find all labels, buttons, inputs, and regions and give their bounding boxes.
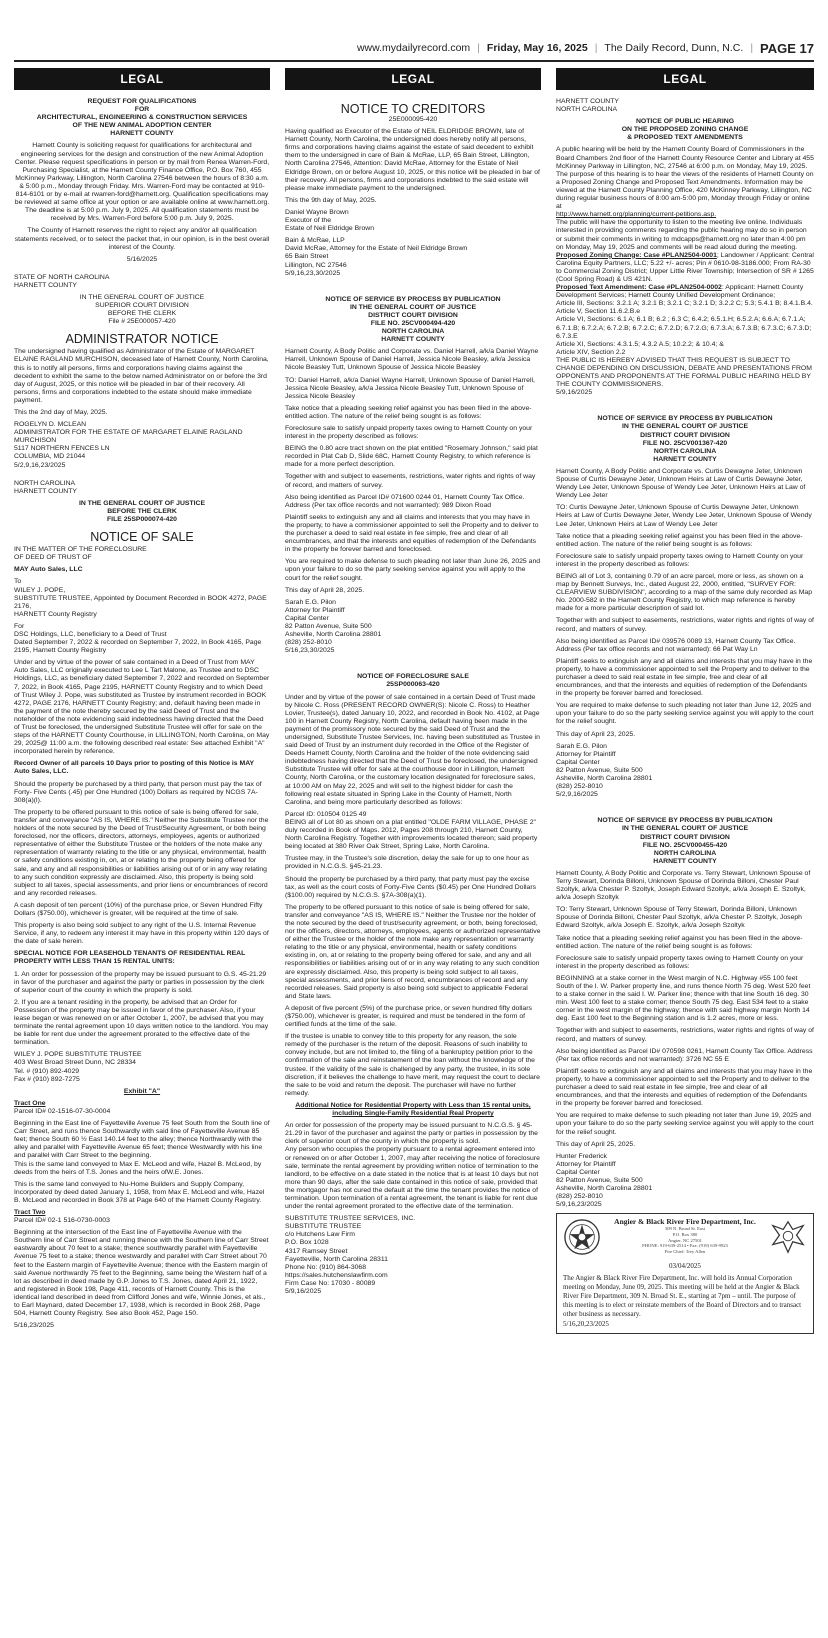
sale-run-dates: 5/16,23/2025 [14,1322,54,1330]
service-paragraph: BEGINNING at a stake corner in the West margin of N.C. Highway #55 100 feet South of the I. W. Parker property line, and runs thence North 75 deg. West 520 feet to a stake corner in the said I. W. Parker line; thence with that line South 16 deg. 30 min. West 100 feet to a stake corner; thence South 75 deg. East 534 feet to a stake corner in the west margin of the highway; thence with said highway margin North 14 deg. East 100 feet to the Beginning station and is 1.2 acres, more or less. [556,974,811,1023]
foreclosure-signature: SUBSTITUTE TRUSTEE SERVICES, INC. SUBSTITUTE TRUSTEE c/o Hutchens Law Firm P.O. Box 1028 4317 Ramsey Street Fayetteville, North Carolina 28311 Phone No: (910) 864-3068 https://sales.hutchenslawfirm.com Firm Case No: 17030 - 80089 5/9,16/2025 [285,1215,416,1295]
masthead-divider: | [477,42,480,54]
site-url[interactable]: www.mydailyrecord.com [356,42,471,54]
service-dated: This day of April 28, 2025. [285,586,365,594]
article-sections: Article III, Sections: 3.2.1 A; 3.2.1 B; 3.2.1 C; 3.2.1 D; 3.2.2 C; 5.3; 5.4.1 B; 8.4.1.B.4. [556,300,813,308]
sale-to: To WILEY J. POPE, SUBSTITUTE TRUSTEE, Appointed by Document Recorded in BOOK 4272, PAGE 2176, HARNETT County Registry [14,578,267,618]
foreclosure-paragraph: Should the property be purchased by a third party, that party must pay the excise tax, as well as the court costs of Forty-Five Cents ($0.45) per One Hundred Dollars ($100.00) required by N.C.G.S. §7A-308(a)(1). [285,875,537,899]
tract-one-title: Tract One [14,1099,46,1107]
sale-paragraph: 2. If you are a tenant residing in the property, be advised that an Order for Possession of the property may be issued in favor of the purchaser. Also, if your lease began or was renewed on or after October 1, 2007, be advised that you may terminate the rental agreement upon 10 days written notice to the landlord. You may be liable for rent due under the agreement prorated to the effective date of the termination. [14,998,269,1047]
sale-trustee: WILEY J. POPE SUBSTITUTE TRUSTEE 403 West Broad Street Dunn, NC 28334 Tel. # (910) 892-4029 Fax # (910) 892-7275 [14,1051,142,1083]
creditors-file: 25E000095-420 [388,116,438,123]
service-paragraph: You are required to make defense to such pleading not later than June 12, 2025 and upon your failure to do so the party seeking service against you will apply to the court for the relief sought. [556,702,814,726]
hearing-url-link[interactable]: http://www.harnett.org/planning/current-petitions.asp. [556,211,717,219]
tract-one-parcel: Parcel ID# 02-1516-07-30-0004 [14,1107,111,1115]
service-paragraph: You are required to make defense to such pleading not later than June 19, 2025 and upon your failure to do so the party seeking service against you will apply to the court for the relief sought. [556,1112,814,1136]
sale-paragraph: Should the property be purchased by a third party, that person must pay the tax of Forty- Five Cents (.45) per One Hundred (100) Dollars as required by NCGS 7A-308(a)(l). [14,780,262,804]
zoning-case-label: Proposed Zoning Change: Case #PLAN2504-0001 [556,251,717,259]
service-signature: Hunter Frederick Attorney for Plaintiff Capital Center 82 Patton Avenue, Suite 500 Asheville, North Carolina 28801 (828) 252-8010 5/9,16,23/2025 [556,1152,653,1209]
service-title: NOTICE OF SERVICE BY PROCESS BY PUBLICATION IN THE GENERAL COURT OF JUSTICE DISTRICT COURT DIVISION FILE NO. 25CV000455-420 NORTH CAROLINA HARNETT COUNTY [597,817,773,865]
service-dated: This day of April 23, 2025. [556,730,636,738]
service-paragraph: Also being identified as Parcel ID# 039576 0089 13, Harnett County Tax Office. Address (Per tax office records and not warranted): 66 Pat Way Ln [556,637,796,653]
hearing-body-2: The public will have the opportunity to listen to the meeting live online. Individuals interested in providing comments regarding the public hearing may do so in person or submit their comments in writing to mdcapps@harnett.org no later than 4:00 pm on Monday, May 19, 2025 and comments will be read aloud during the meeting. [556,219,807,251]
foreclosure-paragraph: An order for possession of the property may be issued pursuant to N.C.G.S. § 45-21.29 in favor of the purchaser and against the party or parties in possession by the clerk of superior court of the county in which the property is sold. Any person who occupies the property pursuant to a rental agreement entered into or renewed on or after October 1, 2007, may after receiving the notice of foreclosure sale, terminate the rental agreement by providing written notice of termination to the landlord, to be effective on a date stated in the notice that is at least 10 days but not more than 90 days, after the sale date contained in this notice of sale, provided that the mortgagor has not cured the default at the time the tenant provides the notice of termination. Upon termination of a rental agreement, the tenant is liable for rent due under the rental agreement prorated to the effective date of the termination. [285,1122,540,1211]
masthead-divider: | [750,42,754,54]
service-paragraph: You are required to make defense to such pleading not later than June 26, 2025 and upon your failure to do so the party seeking service against you will apply to the court for the relief sought. [285,558,541,582]
sale-for: For DSC Holdings, LLC, beneficiary to a Deed of Trust Dated September 7, 2022 & recorded on September 7, 2022, In Book 4165, Page 2195, Harnett County Registry [14,622,262,655]
foreclosure-title: NOTICE OF FORECLOSURE SALE 25SP000063-420 [357,673,469,689]
maltese-cross-icon [769,1218,807,1256]
admin-state: STATE OF NORTH CAROLINA HARNETT COUNTY [14,273,110,289]
fire-ad-run-dates: 5/16,20,23/2025 [563,1320,609,1329]
sale-state: NORTH CAROLINA HARNETT COUNTY [14,479,77,495]
service-paragraph: Take notice that a pleading seeking relief against you has been filed in the above-entitled action. The nature of the relief being sought is as follows: [285,404,532,420]
rfq-reserve: The County of Harnett reserves the right to reject any and/or all qualification statements received, or to select the packet that, in our opinion, is in the best overall interest of the County. [14,227,270,251]
admin-body: The undersigned having qualified as Administrator of the Estate of MARGARET ELAINE RAGLAND MURCHISON, deceased late of Harnett County, North Carolina, this is to notify all persons, firms and corporations having claims against the decedent to exhibit the same to the below named Administrator on or before the 3rd day of August, 2025, or this notice will be pleaded in bar of their recovery. All persons, firms and corporations indebted to the estate should make immediate payment. [14,348,269,404]
text-amendment-label: Proposed Text Amendment: Case #PLAN2504-0002 [556,284,722,292]
service-paragraph: Plaintiff seeks to extinguish any and all claims and interests that you may have in the property, to have a commissioner appointed to sell the Property and to deliver to the purchaser a deed to said real estate in fee simple, free and clear of all encumbrances, and that the interests and equities of redemption of the Defendants in the property be forever barred and foreclosed. [556,657,813,698]
creditors-title: NOTICE TO CREDITORS [340,102,486,116]
creditors-firm: Bain & McRae, LLP David McRae, Attorney for the Estate of Neil Eldridge Brown 65 Bain Street Lillington, NC 27546 5/9,16,23,30/2025 [285,237,468,277]
sale-court: IN THE GENERAL COURT OF JUSTICE BEFORE THE CLERK FILE 25SP000074-420 [78,499,206,524]
sale-paragraph: Under and by virtue of the power of sale contained in a Deed of Trust from MAY Auto Sales, LLC originally executed to Lee L Tart Malone, as Trustee and to DSC Holdings, LLC, as beneficiary dated September 7, 2022 and recorded on September 7, 2022, in Book 4165, Page 2195, HARNETT County Registry and to which Deed of Trust Wiley J. Pope, was substituted as Trustee by instrument recorded in BOOK 4272, PAGE 2176, HARNETT County Registry; and, default having been made in the payment of the note thereby secured by the said Deed of Trust and the noteholder of the note evidencing said indebtedness having directed that the Deed of Trust be foreclosed, the undersigned Substitute Trustee will offer for sale on the steps of the HARNETT County Courthouse, in LILLINGTON, North Carolina, on May 29, 2025@ 11:00 a.m. the following described real estate: See attached Exhibit "A" incorporated herein by reference. [14,659,270,756]
fire-department-address: 309 N. Broad St. East P.O. Box 380 Angier, NC 27501 PHONE: 919-639-2514 • Fax: (919) 639-9923 Fire Chief: Trey Allen [642,1226,728,1254]
sale-party: MAY Auto Sales, LLC [14,566,83,574]
masthead [357,40,814,56]
admin-dated: This the 2nd day of May, 2025. [14,409,108,416]
service-dated: This day of April 25, 2025. [556,1140,636,1148]
service-paragraph: Take notice that a pleading seeking relief against you has been filed in the above-entitled action. The nature of the relief being sought is as follows: [556,532,803,548]
service-signature: Sarah E.G. Pilon Attorney for Plaintiff Capital Center 82 Patton Avenue, Suite 500 Asheville, North Carolina 28801 (828) 252-8010 5/2,9,16/2025 [556,742,653,799]
sale-special-heading: SPECIAL NOTICE FOR LEASEHOLD TENANTS OF RESIDENTIAL REAL PROPERTY WITH LESS THAN 15 RENTAL UNITS: [14,950,246,966]
article-sections: Article V, Section 11.6.2.B.e [556,308,641,316]
fire-department-ad [556,1213,814,1333]
sale-matter: IN THE MATTER OF THE FORECLOSURE OF DEED OF TRUST OF [14,546,147,562]
service-title: NOTICE OF SERVICE BY PROCESS BY PUBLICATION IN THE GENERAL COURT OF JUSTICE DISTRICT COURT DIVISION FILE NO. 25CV001367-420 NORTH CAROLINA HARNETT COUNTY [597,415,773,463]
service-paragraph: Foreclosure sale to satisfy unpaid property taxes owing to Harnett County on your interest in the property described as follows: [285,425,533,441]
foreclosure-paragraph: Trustee may, in the Trustee's sole discretion, delay the sale for up to one hour as provided in N.C.G.S. §45-21.23. [285,855,530,871]
hearing-title: NOTICE OF PUBLIC HEARING ON THE PROPOSED ZONING CHANGE & PROPOSED TEXT AMENDMENTS [621,118,749,142]
service-paragraph: TO: Daniel Harrell, a/k/a Daniel Wayne Harrell, Unknown Spouse of Daniel Harrell, Jessica Nicole Beasley, a/k/a Jessica Nicole Beasley Tutt, Unknown Spouse of Jessica Nicole Beasley [285,376,535,400]
service-paragraph: Plaintiff seeks to extinguish any and all claims and interests that you may have in the property, to have a commissioner appointed to sell the Property and to deliver to the purchaser a deed to said real estate in fee simple, free and clear of all encumbrances, and that the interests and equities of redemption of the Defendants in the property be forever barred and foreclosed. [285,513,539,554]
paper-name: The Daily Record, Dunn, N.C. [604,42,744,54]
creditors-dated: This the 9th day of May, 2025. [285,196,377,204]
service-paragraph: Together with and subject to easements, restrictions, water rights and rights of way of record, and matters of survey. [556,617,814,633]
page-number: PAGE 17 [760,40,814,56]
service-paragraph: Together with and subject to easements, restrictions, water rights and rights of way of record, and matters of survey. [556,1027,814,1043]
service-paragraph: Foreclosure sale to satisfy unpaid property taxes owing to Harnett County on your interest in the property described as follows: [556,552,804,568]
service-paragraph: Together with and subject to easements, restrictions, water rights and rights of way of record, and matters of survey. [285,473,536,489]
tract-two-title: Tract Two [14,1208,46,1216]
sale-title: NOTICE OF SALE [90,530,194,545]
tract-two-parcel: Parcel ID# 02-1 516-0730-0003 [14,1217,110,1225]
foreclosure-paragraph: Parcel ID: 010504 0125 49 BEING all of Lot 80 as shown on a plat entitled "OLDE FARM VILLAGE, PHASE 2" duly recorded in Book of Maps. 2012, Pages 208 through 210, Harnett County, North Carolina Registry. Together with improvements located thereon; said property being located at 380 River Oak Street, Spring Lake, North Carolina. [285,810,538,851]
admin-title: ADMINISTRATOR NOTICE [65,332,219,347]
sale-paragraph: This property is also being sold subject to any right of the U.S. Internal Revenue Service, if any, to redeem any interest it may have in this property within 120 days of the date of sale herein. [14,922,269,946]
service-paragraph: Take notice that a pleading seeking relief against you has been filed in the above-entitled action. The nature of the relief being sought is as follows: [556,934,803,950]
tract-two-body: Beginning at the intersection of the East line of Fayetteville Avenue with the Southern line of Carr Street and running thence with the Southern line of Carr Street eastwardly about 70 feet to a stake; thence southwardly parallel with Fayetteville Avenue 75 feet to a stake; thence westwardly and parallel with Carr Street about 70 feet to the Eastern margin of Fayetteville Avenue; thence with the Eastern margin of said Avenue northwardly 75 feet to the Beginning, same being the Western half of a lot as described in deed made by G.P. Jones to T.S. Jones, dated April 21, 1922, and registered in Book 198, Page 411, records of Harnett County. This is the identical land described in deed from Clifford Jones and wife, Winnie Jones, et als., to Earl Maynard, dated December 17, 1938, which is recorded in Book 268, Page 504, Harnett County Registry. See also Book 452, Page 150. [14,1229,269,1318]
hearing-state: HARNETT COUNTY NORTH CAROLINA [556,98,619,114]
service-paragraph: TO: Curtis Dewayne Jeter, Unknown Spouse of Curtis Dewayne Jeter, Unknown Heirs at Law of Curtis Dewayne Jeter, Wendy Lee Jeter, Unknown Spouse of Wendy Lee Jeter, Unknown Heirs at Law of Wendy Lee Jeter [556,504,812,528]
creditors-executor: Daniel Wayne Brown Executor of the Estate of Neil Eldridge Brown [285,208,375,233]
zoning-case-text: ; Landowner / Applicant: Central Carolina Equity Partners, LLC; 5.22 +/- acres; Pin # 0610-98-3186.000; From RA-30 to Commercial Zoning District; Upper Little River Township; Intersection of SR # 1265 (Cool Spring Road) & US 421N. [556,251,814,283]
service-paragraph: TO: Terry Stewart, Unknown Spouse of Terry Stewart, Dorinda Billoni, Unknown Spouse of Dorinda Billoni, Chester Paul Szoltyk, a/k/a Chester P. Szoltyk, Joseph Edward Szoltyk, a/k/a Joseph E. Szoltyk, a/k/a Joseph Szoltyk [556,906,802,930]
rfq-body: Harnett County is soliciting request for qualifications for architectural and engineering services for the design and construction of the new Animal Adoption Center. Please request specifications in person or by mail from Renea Warren-Ford, Purchasing Specialist, at the Harnett County Finance Office, P.O. Box 760, 455 McKinney Parkway, Lillington, North Carolina 27546 between the hours of 8:30 a.m. & 5:00 p.m., Monday through Friday. Mrs. Warren-Ford may be contacted at 910-814-6101 or by e-mail at rwarren-ford@harnett.org. Qualification specifications may be reviewed at same office at your option or are available online at www.harnett.org. The deadline is at 5:00 p.m. July 9, 2025. All qualification statements must be received by Mrs. Warren-Ford before 5:00 p.m. July 9, 2025. [14,142,270,223]
masthead-divider: | [594,42,598,54]
service-title: NOTICE OF SERVICE BY PROCESS BY PUBLICATION IN THE GENERAL COURT OF JUSTICE DISTRICT COURT DIVISION FILE NO. 25CV000494-420 NORTH CAROLINA HARNETT COUNTY [325,295,501,344]
foreclosure-paragraph: Under and by virtue of the power of sale contained in a certain Deed of Trust made by Nicole C. Ross (PRESENT RECORD OWNER(S): Nicole C. Ross) to Heather Lovier, Trustee(s), dated January 10, 2022, and recorded in Book No. 4102, at Page 100 in Harnett County Registry, North Carolina, default having been made in the payment of the promissory note secured by the said Deed of Trust and the undersigned, Substitute Trustee Services, Inc. having been substituted as Trustee in said Deed of Trust by an instrument duly recorded in the Office of the Register of Deeds Harnett County, North Carolina and the holder of the note evidencing said indebtedness having directed that the Deed of Trust be foreclosed, the undersigned Substitute Trustee will offer for sale at the courthouse door in Lillington, Harnett County, North Carolina, or the customary location designated for foreclosure sales, at 10:00 AM on May 22, 2025 and will sell to the highest bidder for cash the following real estate situated in Spring Lake in the County of Harnett, North Carolina, and being more particularly described as follows: [285,693,540,806]
service-paragraph: Also being identified as Parcel ID# 071600 0244 01, Harnett County Tax Office. Address (Per tax office records and not warranted): 989 Dixon Road [285,493,525,509]
sale-paragraph: The property to be offered pursuant to this notice of sale is being offered for sale, transfer and conveyance "AS IS, WHERE IS." Neither the Substitute Trustee nor the holders of the note secured by the Deed of Trust/Security Agreement, or both being foreclosed, nor the officers, directors, attorneys, employees, agents or authorized representative of either the Substitute Trustee or the holders of the note make any representation of warranty relating to the title or any physical, environmental, health or safety conditions existing in, on, at or relating to the property being offered for sale, and any and all responsibilities or liabilities arising out of or in any way relating to any such condition expressly are disclaimed. Also, this property is being sold subject to all taxes, special assessments, and prior liens or encumbrances of record and any recorded releases. [14,808,269,897]
hearing-advisory: THE PUBLIC IS HEREBY ADVISED THAT THIS REQUEST IS SUBJECT TO CHANGE DEPENDING ON DISCUSSION, DEBATE AND PRESENTATIONS FROM OPPONENTS AND PROPONENTS AT THE FORMAL PUBLIC HEARING HELD BY THE COUNTY COMMISSIONERS. [556,356,812,389]
issue-date: Friday, May 16, 2025 [486,42,588,54]
fire-ad-date: 03/04/2025 [669,1262,701,1271]
service-paragraph: Also being identified as Parcel ID# 070598 0261, Harnett County Tax Office. Address (Per tax office records and not warranted): 3726 NC 55 E [556,1047,813,1063]
rfq-title: REQUEST FOR QUALIFICATIONS FOR ARCHITECTURAL, ENGINEERING & CONSTRUCTION SERVICES OF THE NEW ANIMAL ADOPTION CENTER HARNETT COUNTY [36,98,248,138]
article-sections: Article XI, Sections: 4.3.1.5; 4.3.2 A.5; 10.2.2; & 10.4; & [556,340,724,348]
fire-ad-text: The Angier & Black River Fire Department, Inc. will hold its Annual Corporation meeting on Monday, June 09, 2025. This meeting will be held at the Angier & Black River Fire Department, 309 N. Broad St. E., starting at 7pm – until. The purpose of this meeting is to elect or reinstate members of the Board of Directors and to transact other business as necessary. [563,1274,802,1318]
sale-record-owner: Record Owner of all parcels 10 Days prior to posting of this Notice is MAY Auto Sales, LLC. [14,760,254,776]
service-paragraph: Harnett County, A Body Politic and Corporate vs. Daniel Harrell, a/k/a Daniel Wayne Harrell, Unknown Spouse of Daniel Harrell, Jessica Nicole Beasley, a/k/a Jessica Nicole Beasley Tutt, Unknown Spouse of Jessica Nicole Beasley [285,348,539,372]
fire-department-name: Angier & Black River Fire Department, Inc. [614,1217,756,1227]
foreclosure-paragraph: A deposit of five percent (5%) of the purchase price, or seven hundred fifty dollars ($750.00), whichever is greater, is required and must be tendered in the form of certified funds at the time of the sale. [285,1004,532,1029]
service-signature: Sarah E.G. Pilon Attorney for Plaintiff Capital Center 82 Patton Avenue, Suite 500 Asheville, North Carolina 28801 (828) 252-8010 5/16,23,30/2025 [285,598,382,655]
admin-signer: ROGELYN D. MCLEAN ADMINISTRATOR FOR THE ESTATE OF MARGARET ELAINE RAGLAND MURCHISON 5117 NORTHERN FENCES LN COLUMBIA, MD 21044 5/2,9,16,23/2025 [14,421,243,469]
foreclosure-paragraph: The property to be offered pursuant to this notice of sale is being offered for sale, transfer and conveyance "AS IS, WHERE IS." Neither the Trustee nor the holder of the note secured by the deed of trust/security agreement, or both, being foreclosed, nor the officers, directors, attorneys, employees, agents or authorized representative of either the Trustee or the holder of the note make any representation or warranty relating to the title or any physical, environmental, health or safety conditions existing in, on, at or relating to the property being offered for sale, and any and all responsibilities or liabilities arising out of or in any way relating to any such condition are expressly disclaimed. Also, this property is being sold subject to all taxes, special assessments, and prior liens of record, encumbrances of record and any recorded releases. Said property is also being sold subject to applicable Federal and State laws. [285,903,541,1000]
sale-paragraph: 1. An order for possession of the property may be issued pursuant to G.S. 45-21.29 in favor of the purchaser and against the party or parties in possession by the clerk of superior court of the county in which the property is sold. [14,970,267,994]
service-paragraph: BEING the 0.80 acre tract shown on the plat entitled "Rosemary Johnson," said plat recorded in Plat Cab D, Slide 68C, Harnett County Registry, to which reference is made for a more perfect description. [285,445,538,469]
rfq-date: 5/16/2025 [126,255,158,263]
foreclosure-paragraph: If the trustee is unable to convey title to this property for any reason, the sole remedy of the purchaser is the return of the deposit. Reasons of such inability to convey include, but are not limited to, the filing of a bankruptcy petition prior to the confirmation of the sale and reinstatement of the loan without the knowledge of the trustee. If the validity of the sale is challenged by any party, the trustee, in its sole discretion, if it believes the challenge to have merit, may request the court to declare the sale to be void and return the deposit. The purchaser will have no further remedy. [285,1033,540,1097]
service-paragraph: Harnett County, A Body Politic and Corporate vs. Terry Stewart, Unknown Spouse of Terry Stewart, Dorinda Billoni, Unknown Spouse of Dorinda Billoni, Chester Paul Szoltyk, a/k/a Chester P. Szoltyk, Joseph Edward Szoltyk, a/k/a Joseph E. Szoltyk, a/k/a Joseph Szoltyk [556,869,811,902]
service-paragraph: BEING all of Lot 3, containing 0.79 of an acre parcel, more or less, as shown on a map by Bennett Surveys, Inc., dated August 22, 2000, entitled, "SURVEY FOR: CLEARVIEW SUBDIVISION", according to a map of the same duly recorded as Map No. 2000-582 in the Harnett County Registry, to which map reference is hereby made for a more particular description of said lot. [556,572,813,613]
tract-one-body-2: This is the same land conveyed to Nu-Home Builders and Supply Company, Incorporated by deed dated January 1, 1958, from Max E. McLeod and wife, Hazel B. McLeod and recorded in Book 378 at Page 640 of the Harnett County Registry. [14,1180,265,1204]
section-header: LEGAL [285,68,541,90]
sale-paragraph: A cash deposit of ten percent (10%) of the purchase price, or Seven Hundred Fifty Dollars ($750.00), whichever is greater, will be required at the time of sale. [14,901,263,917]
hearing-run-dates: 5/9,16/2025 [556,389,593,397]
article-sections: Article VI, Sections: 6.1 A; 6.1 B; 6.2 ; 6.3 C; 6.4.2; 6.5.1.H; 6.5.2.A; 6.6.A; 6.7.1.A; 6.7.1.B; 6.7.2.A; 6.7.2.B; 6.7.2.C; 6.7.2.D; 6.7.2.G; 6.7.3.A; 6.7.3.B; 6.7.3.C; 6.7.3.D; 6.7.3.E [556,316,812,340]
text-amendment-text: : Applicant: Harnett County Development Services; Harnett County Unified Development Ordinance; [556,284,804,300]
tract-one-body: Beginning in the East line of Fayetteville Avenue 75 feet South from the South line of Carr Street, and runs thence Southwardly with said line of Fayetteville Avenue 85 feet; thence South 60 ½ East 140.14 feet to the alley; thence Northwardly with the alley and parallel with Fayetteville Avenue 65 feet; thence Westwardly with his line and parallel with Carr Street to the beginning. This is the same land conveyed to Max E. McLeod and wife, Hazel B. McLeod, by deeds from the heirs of T.S. Jones and the heirs ofW.E. Jones. [14,1120,270,1176]
section-header: LEGAL [556,68,814,90]
column-2 [285,68,541,1632]
service-paragraph: Harnett County, A Body Politic and Corporate vs. Curtis Dewayne Jeter, Unknown Spouse of Curtis Dewayne Jeter, Unknown Heirs at Law of Curtis Dewayne Jeter, Wendy Lee Jeter, Unknown Spouse of Wendy Lee Jeter, Unknown Heirs at Law of Wendy Lee Jeter [556,467,806,500]
fire-department-emblem-icon [563,1218,601,1256]
masthead-rule [14,60,814,62]
hearing-body: A public hearing will be held by the Harnett County Board of Commissioners in the Board Chambers 2nd floor of the Harnett County Resource Center and Library at 455 McKinney Parkway in Lillington, NC, 27546 at 6:00 p.m. on Monday, May 19, 2025. The purpose of this hearing is to hear the views of the residents of Harnett County on a Proposed Zoning Change and Proposed Text Amendments. Information may be viewed at the Harnett County Planning Office, 420 McKinney Parkway, Lillington, NC during regular business hours of 8:00 am-5:00 pm, Monday through Friday or online at [556,146,814,211]
service-paragraph: Foreclosure sale to satisfy unpaid property taxes owing to Harnett County on your interest in the property described as follows: [556,954,804,970]
section-header: LEGAL [14,68,270,90]
foreclosure-additional-heading: Additional Notice for Residential Property with Less than 15 rental units, including Single-Family Residential Real Property [295,1101,531,1118]
column-3 [556,68,814,1632]
creditors-body: Having qualified as Executor of the Estate of NEIL ELDRIDGE BROWN, late of Harnett County, North Carolina, the undersigned does hereby notify all persons, firms and corporations having claims against the estate of said decedent to exhibit them to the undersigned in care of Bain & McRae, LLP, 65 Bain Street, Lillington, North Carolina 27546, Attention: David McRae, Attorney for the Estate of Neil Eldridge Brown, on or before August 10, 2025, or this notice will be pleaded in bar of their recovery. All persons, firms and corporations indebted to the said estate will please make immediate payment to the undersigned. [285,128,540,192]
exhibit-heading: Exhibit "A" [123,1087,161,1095]
column-1 [14,68,270,1632]
article-sections: Article XIV, Section 2.2 [556,348,626,356]
service-paragraph: Plaintiff seeks to extinguish any and all claims and interests that you may have in the property, to have a commissioner appointed to sell the Property and to deliver to the purchaser a deed to said real estate in fee simple, free and clear of all encumbrances, and that the interests and equities of redemption of the Defendants in the property be forever barred and foreclosed. [556,1067,813,1108]
admin-court: IN THE GENERAL COURT OF JUSTICE SUPERIOR COURT DIVISION BEFORE THE CLERK File # 25E000057-420 [79,293,205,326]
